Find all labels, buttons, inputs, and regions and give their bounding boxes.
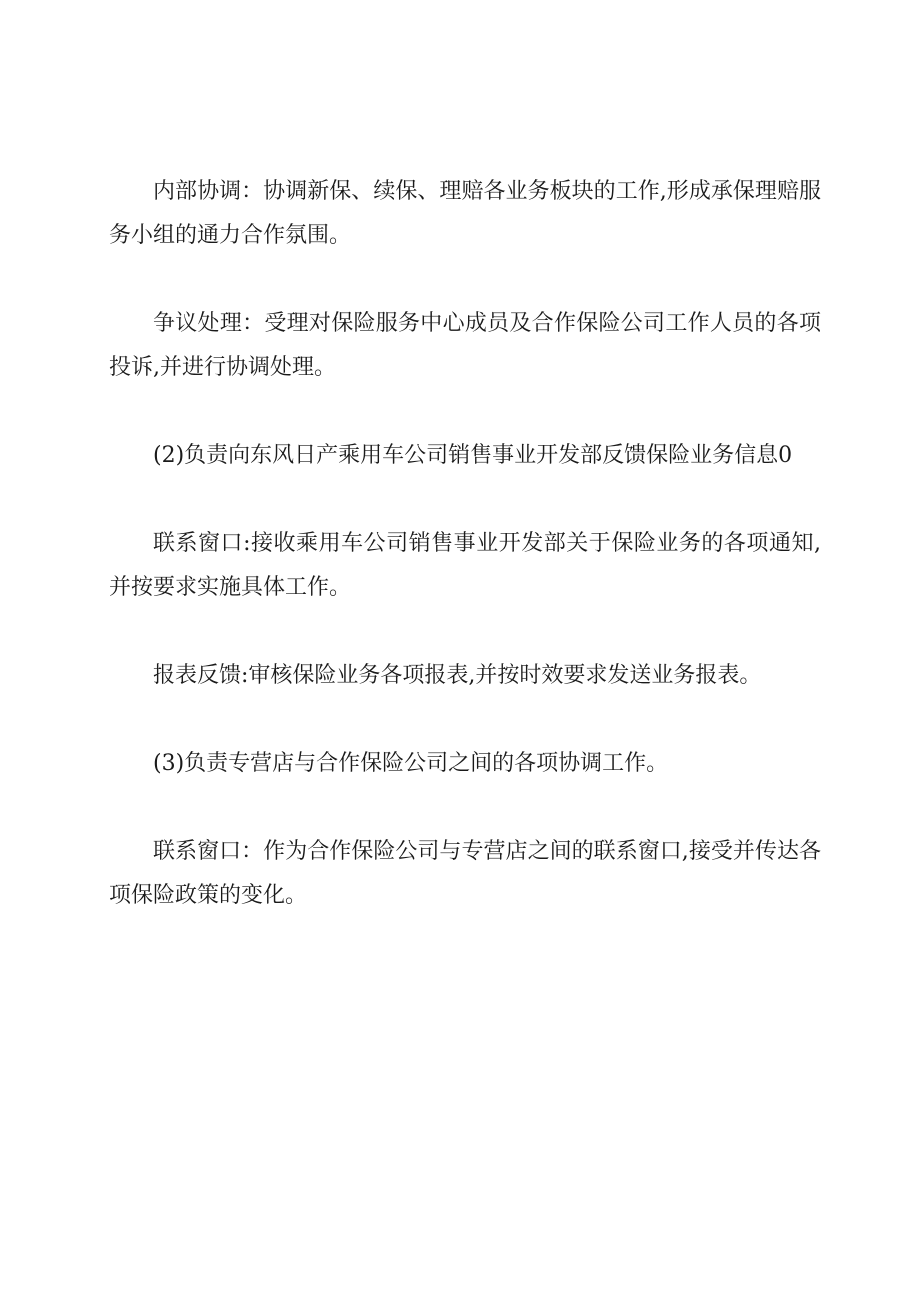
paragraph-item-2: (2)负责向东风日产乘用车公司销售事业开发部反馈保险业务信息0: [153, 443, 793, 468]
paragraph-report-feedback: 报表反馈:审核保险业务各项报表,并按时效要求发送业务报表。: [153, 663, 762, 688]
paragraph-contact-window-2: 联系窗口：作为合作保险公司与专营店之间的联系窗口,接受并传达各项保险政策的变化。: [109, 839, 821, 908]
document-body: [109, 170, 821, 962]
paragraph-contact-window-1: 联系窗口:接收乘用车公司销售事业开发部关于保险业务的各项通知,并按要求实施具体工作。: [109, 531, 821, 600]
paragraph-internal-coordination: 内部协调：协调新保、续保、理赔各业务板块的工作,形成承保理赔服务小组的通力合作氛围。: [109, 179, 821, 248]
paragraph-dispute-handling: 争议处理：受理对保险服务中心成员及合作保险公司工作人员的各项投诉,并进行协调处理。: [109, 311, 821, 380]
paragraph-item-3: (3)负责专营店与合作保险公司之间的各项协调工作。: [153, 751, 669, 776]
